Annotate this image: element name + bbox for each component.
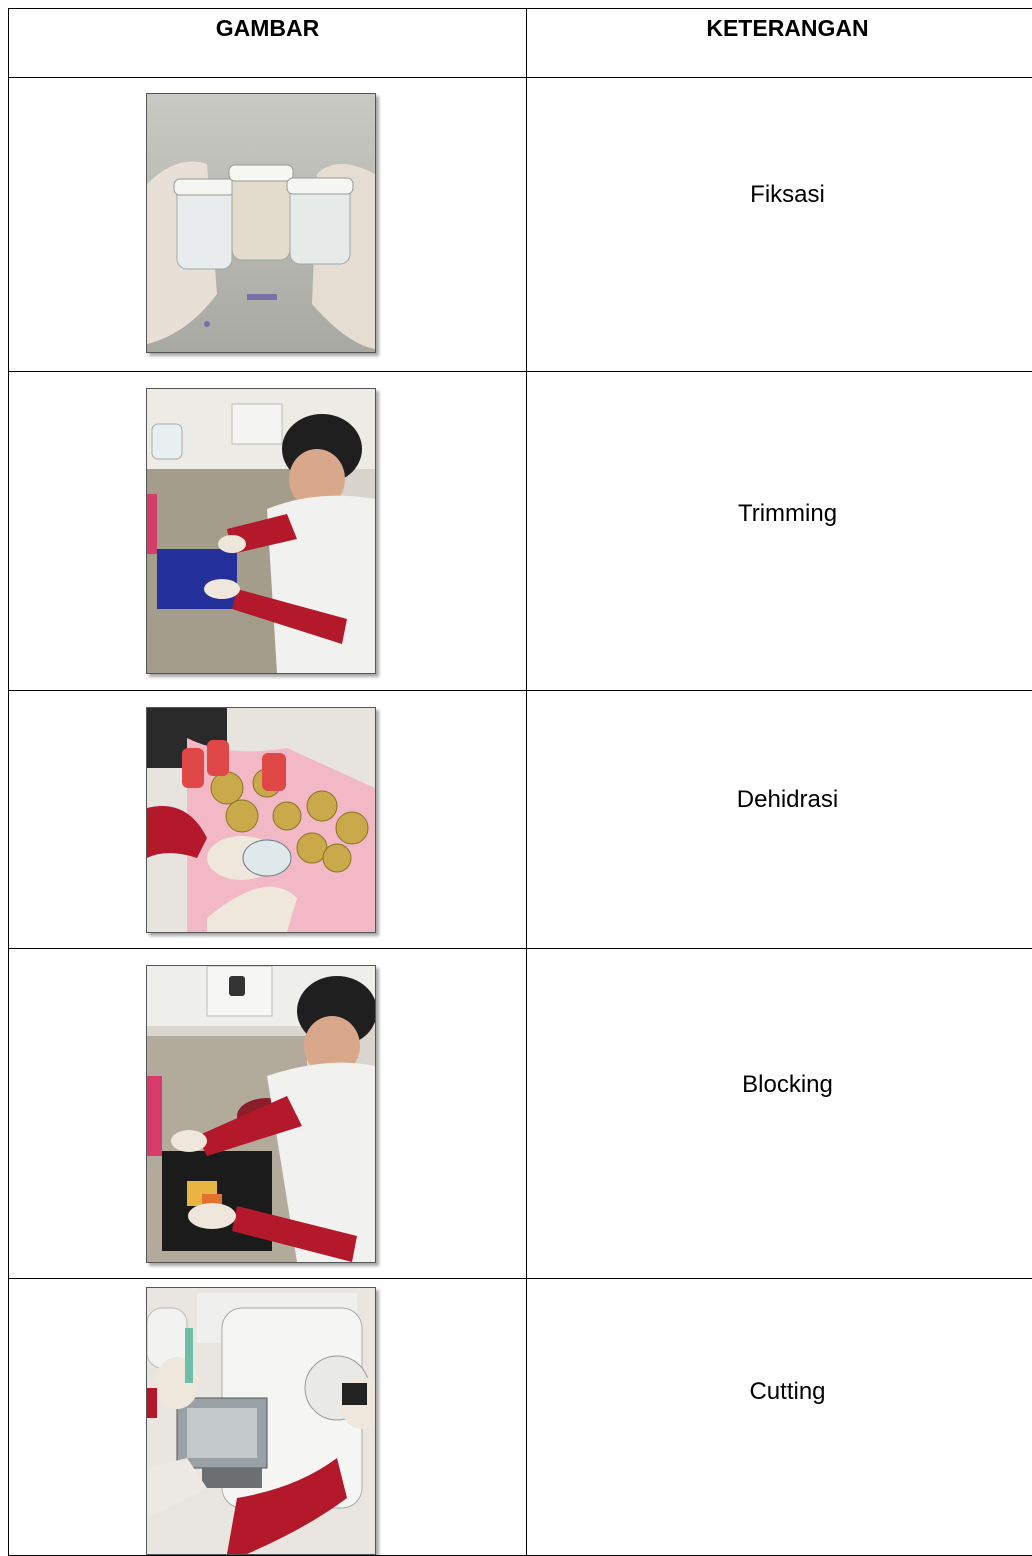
table-row	[9, 1279, 1032, 1556]
histology-process-table	[8, 8, 1032, 1556]
fixation-photo-icon	[146, 93, 376, 353]
cutting-photo-icon	[146, 1287, 376, 1555]
header-keterangan: KETERANGAN	[527, 9, 1032, 78]
trimming-photo-icon	[146, 388, 376, 674]
table-header-row	[9, 9, 1032, 78]
image-cell	[9, 691, 527, 949]
image-cell	[9, 372, 527, 691]
table-row	[9, 691, 1032, 949]
description-cell: Blocking	[527, 949, 1032, 1279]
header-gambar: GAMBAR	[9, 9, 527, 78]
description-cell: Dehidrasi	[527, 691, 1032, 949]
blocking-photo-icon	[146, 965, 376, 1263]
description-cell: Cutting	[527, 1279, 1032, 1556]
table-row	[9, 949, 1032, 1279]
image-cell	[9, 949, 527, 1279]
table-row	[9, 78, 1032, 372]
table-row	[9, 372, 1032, 691]
dehydration-photo-icon	[146, 707, 376, 933]
description-cell: Trimming	[527, 372, 1032, 691]
image-cell	[9, 1279, 527, 1556]
image-cell	[9, 78, 527, 372]
description-cell: Fiksasi	[527, 78, 1032, 372]
